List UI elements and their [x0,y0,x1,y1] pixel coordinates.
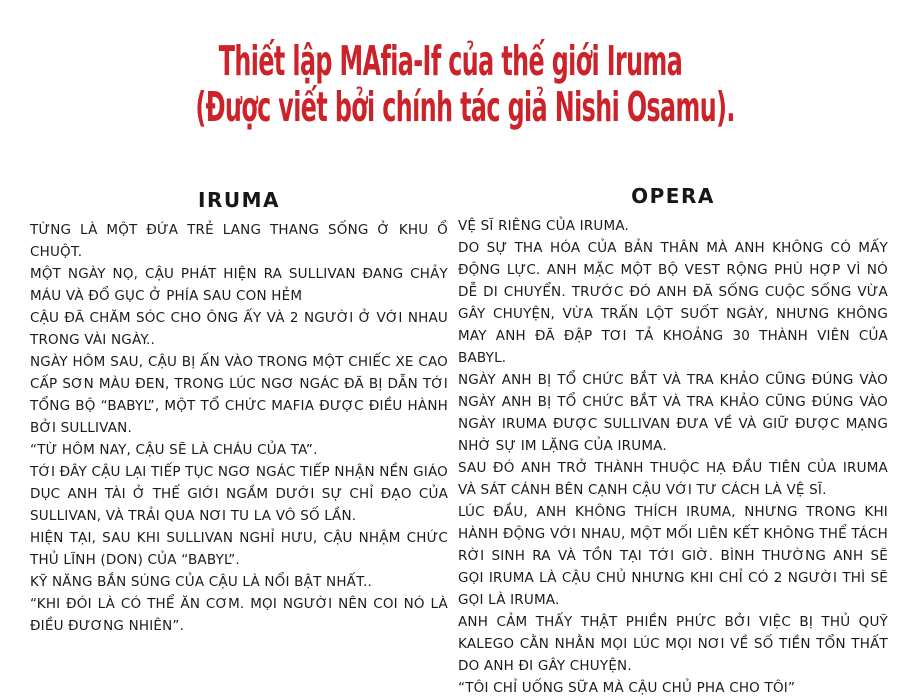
iruma-paragraph-2: MỘT NGÀY NỌ, CẬU PHÁT HIỆN RA SULLIVAN ĐANG CHẢY MÁU VÀ ĐỔ GỤC Ở PHÍA SAU CON HẺM [30,266,448,304]
opera-paragraph-2: DO SỰ THA HÓA CỦA BẢN THÂN MÀ ANH KHÔNG CÓ MẤY ĐỘNG LỰC. ANH MẶC MỘT BỘ VEST RỘNG PHÙ HỢP VÌ NÓ DỄ DI CHUYỂN. TRƯỚC ĐÓ ANH ĐÃ SỐNG CUỘC SỐNG VỪA GÂY CHUYỆN, VỪA TRẤN LỘT SUỐT NGÀY, NHƯNG KHÔNG MAY ANH ĐÃ ĐẬP TƠI TẢ KHOẢNG 30 THÀNH VIÊN CỦA BABYL. [458,240,888,366]
page-title [0,38,900,130]
opera-paragraph-4: SAU ĐÓ ANH TRỞ THÀNH THUỘC HẠ ĐẦU TIÊN CỦA IRUMA VÀ SÁT CÁNH BÊN CẠNH CẬU VỚI TƯ CÁCH LÀ VỆ SĨ. [458,460,888,498]
iruma-paragraph-8: KỸ NĂNG BẮN SÚNG CỦA CẬU LÀ NỔI BẬT NHẤT.. [30,574,372,590]
title-line-2-text: (Được viết bởi chính tác giả Nishi Osamu). [195,83,735,131]
opera-paragraph-6: ANH CẢM THẤY THẬT PHIỀN PHỨC BỞI VIỆC BỊ THỦ QUỸ KALEGO CẰN NHẰN MỌI LÚC MỌI NƠI VỀ SỐ TIỀN TỔN THẤT DO ANH ĐI GÂY CHUYỆN. [458,614,888,674]
iruma-paragraph-3: CẬU ĐÃ CHĂM SÓC CHO ÔNG ẤY VÀ 2 NGƯỜI Ở VỚI NHAU TRONG VÀI NGÀY.. [30,310,448,348]
iruma-paragraph-6: TỚI ĐÂY CẬU LẠI TIẾP TỤC NGƠ NGÁC TIẾP NHẬN NỀN GIÁO DỤC ANH TÀI Ở THẾ GIỚI NGẦM DƯỚI SỰ CHỈ ĐẠO CỦA SULLIVAN, VÀ TRẢI QUA NƠI TU LA VÔ SỐ LẦN. [30,464,448,524]
opera-paragraph-5: LÚC ĐẦU, ANH KHÔNG THÍCH IRUMA, NHƯNG TRONG KHI HÀNH ĐỘNG VỚI NHAU, MỘT MỐI LIÊN KẾT KHÔNG THỂ TÁCH RỜI SINH RA VÀ TỒN TẠI TỚI GIỜ. BÌNH THƯỜNG ANH SẼ GỌI IRUMA LÀ CẬU CHỦ NHƯNG KHI CHỈ CÓ 2 NGƯỜI THÌ SẼ GỌI LÀ IRUMA. [458,504,888,608]
title-line-1-text: Thiết lập MAfia-If của thế giới Iruma [218,37,682,85]
column-opera [458,184,888,699]
opera-paragraph-3: NGÀY ANH BỊ TỔ CHỨC BẮT VÀ TRA KHẢO CŨNG ĐÚNG VÀO NGÀY ANH BỊ TỔ CHỨC BẮT VÀ TRA KHẢO CŨNG ĐÚNG VÀO NGÀY IRUMA ĐƯỢC SULLIVAN ĐƯA VỀ VÀ GIỮ ĐƯỢC MẠNG NHỜ SỰ IM LẶNG CỦA IRUMA. [458,372,888,454]
title-line-1 [0,38,900,84]
column-iruma [30,188,448,637]
column-heading-iruma: IRUMA [198,188,280,212]
iruma-paragraph-1: TỪNG LÀ MỘT ĐỨA TRẺ LANG THANG SỐNG Ở KHU Ổ CHUỘT. [30,222,448,260]
iruma-paragraph-9: “KHI ĐÓI LÀ CÓ THỂ ĂN CƠM. MỌI NGƯỜI NÊN COI NÓ LÀ ĐIỀU ĐƯƠNG NHIÊN”. [30,596,448,634]
title-line-2 [0,84,900,130]
iruma-paragraph-5: “TỪ HÔM NAY, CẬU SẼ LÀ CHÁU CỦA TA”. [30,442,318,458]
opera-paragraph-1: VỆ SĨ RIÊNG CỦA IRUMA. [458,218,630,234]
opera-paragraph-7: “TÔI CHỈ UỐNG SỮA MÀ CẬU CHỦ PHA CHO TÔI” [458,680,796,696]
column-heading-opera: OPERA [631,184,715,208]
iruma-paragraph-7: HIỆN TẠI, SAU KHI SULLIVAN NGHỈ HƯU, CẬU NHẬM CHỨC THỦ LĨNH (DON) CỦA “BABYL”. [30,530,448,568]
iruma-paragraph-4: NGÀY HÔM SAU, CẬU BỊ ẤN VÀO TRONG MỘT CHIẾC XE CAO CẤP SƠN MÀU ĐEN, TRONG LÚC NGƠ NGÁC ĐÃ BỊ DẪN TỚI TỔNG BỘ “BABYL”, MỘT TỔ CHỨC MAFIA ĐƯỢC ĐIỀU HÀNH BỞI SULLIVAN. [30,354,448,436]
